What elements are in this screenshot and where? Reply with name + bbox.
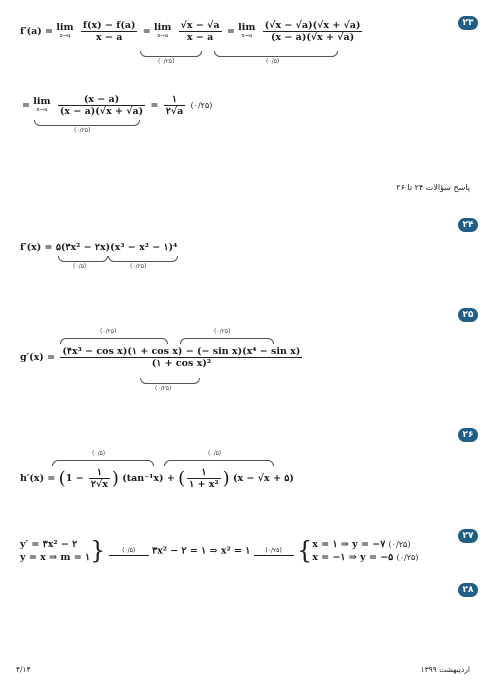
footer-date: ارديبهشت ۱۳۹۹ — [420, 665, 470, 674]
score-label: (۰/۵) — [266, 58, 280, 65]
question-number-badge: ۲۷ — [458, 529, 478, 543]
score-label: (۰/۵) — [73, 263, 87, 270]
q23-derivative-line2: = lim x→a $\frac{(x - a)}{(x - a)(√x + √a)}$ = $\frac{۱}{۲√a}$ (۰/۲۵) — [22, 94, 213, 117]
score-label: (۰/۵) — [92, 450, 106, 457]
score-label: (۰/۲۵) — [155, 385, 172, 392]
underbrace — [140, 51, 202, 57]
q23-derivative-line1: f′(a) = lim x→a $\frac{f(x) - f(a)}{x - a}$ = lim x→a $\frac{√x - √a}{x - a}$ = lim x→a $\frac{(√x - √a)(√x + √a)}{(x - a)(√x + √a)}$ — [20, 20, 361, 43]
score-label: (۰/۲۵) — [190, 101, 213, 110]
question-number-badge: ۲۶ — [458, 428, 478, 442]
overbrace — [52, 460, 154, 466]
score-label: (۰/۲۵) — [100, 328, 117, 335]
question-number-badge: ۲۴ — [458, 218, 478, 232]
score-label: (۰/۲۵) — [74, 127, 91, 134]
underbrace — [34, 120, 140, 126]
q24-derivative: f′(x) = ۵(۳x² − ۲x)(x³ − x² − ۱)⁴ — [20, 242, 178, 253]
q25-lhs: g′(x) = — [20, 352, 56, 363]
overbrace — [180, 338, 274, 344]
underbrace — [214, 51, 338, 57]
underbrace — [108, 256, 178, 262]
fraction: $\frac{f(x) - f(a)}{x - a}$ — [82, 20, 136, 43]
section-title: پاسخ سؤالات ۲۴ تا ۲۶ — [396, 183, 470, 192]
question-number-badge: ۲۳ — [458, 16, 478, 30]
limit-operator: lim x→a — [33, 95, 51, 113]
score-label: (۰/۲۵) — [158, 58, 175, 65]
score-label: (۰/۲۵) — [130, 263, 147, 270]
question-number-badge: ۲۸ — [458, 583, 478, 597]
implies-arrow: (۰/۲۵) — [254, 547, 294, 556]
limit-operator: lim x→a — [154, 21, 172, 39]
q25-derivative — [20, 346, 304, 369]
q23-lhs: f′(a) = — [20, 26, 54, 37]
overbrace — [60, 338, 168, 344]
implies-arrow: (۰/۵) — [109, 547, 149, 556]
page-number: ۴/۱۴ — [16, 665, 31, 674]
limit-operator: lim x→a — [56, 21, 74, 39]
q27-system: y′ = ۳x² − ۲ y = x ⇒ m = ۱ } (۰/۵) ۳x² − ۲ = ۱ ⇒ x² = ۱ (۰/۲۵) { x = ۱ ⇒ y = −۷ (۰/۲۵) x = −۱ ⇒ y = −۵ (۰/۲۵) — [20, 536, 419, 565]
fraction: $\frac{√x - √a}{x - a}$ — [180, 20, 220, 43]
result-fraction: $\frac{۱}{۲√a}$ — [165, 94, 184, 117]
underbrace — [140, 378, 200, 384]
score-label: (۰/۲۵) — [214, 328, 231, 335]
question-number-badge: ۲۵ — [458, 308, 478, 322]
fraction: $\frac{۱}{۲√x}$ — [90, 467, 108, 490]
score-label: (۰/۵) — [208, 450, 222, 457]
q26-derivative: h′(x) = (1 − $\frac{۱}{۲√x}$ ) (tan⁻¹x) + ( $\frac{۱}{\text{۱ + x²}}$ ) (x − √x + ۵) — [20, 467, 294, 490]
fraction: $\frac{۱}{\text{۱ + x²}}$ — [189, 467, 219, 490]
fraction: $\frac{(x - a)}{(x - a)(√x + √a)}$ — [59, 94, 144, 117]
underbrace — [58, 256, 108, 262]
quotient-rule-fraction: $\frac{\text{(۴x³ − cos x)(۱ + cos x) − (− sin x)(x⁴ − sin x)}}{\text{(۱ + cos x)²}}$ — [62, 346, 301, 369]
overbrace — [164, 460, 274, 466]
limit-operator: lim x→a — [238, 21, 256, 39]
fraction: $\frac{(√x - √a)(√x + √a)}{(x - a)(√x + √a)}$ — [264, 20, 361, 43]
